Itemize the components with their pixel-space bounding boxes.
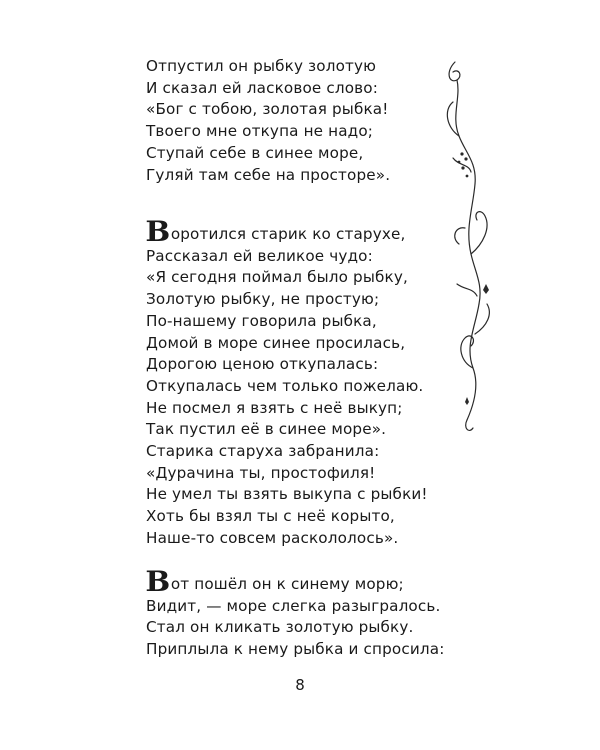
verse-line: Не посмел я взять с неё выкуп;	[146, 398, 403, 417]
verse-line: Видит, — море слегка разыгралось.	[146, 596, 441, 615]
verse-line	[145, 565, 446, 598]
verse-line: Отпустил он рыбку золотую	[146, 57, 377, 75]
verse-line: Не умел ты взять выкупа с рыбки!	[146, 485, 428, 504]
verse-line: Старика старуха забранила:	[146, 442, 380, 461]
verse-line: Дорогою ценою откупалась:	[146, 355, 379, 374]
verse-line: Рассказал ей великое чудо:	[146, 246, 373, 265]
verse-line: Приплыла к нему рыбка и спросила:	[146, 640, 445, 659]
verse-line-text: от пошёл он к синему морю;	[170, 575, 404, 593]
floral-vine-ornament-icon	[425, 58, 500, 438]
verse-line: Домой в море синее просилась,	[146, 333, 406, 352]
page-number: 8	[295, 676, 305, 694]
verse-line: «Я сегодня поймал было рыбку,	[146, 268, 408, 287]
stanza-1	[146, 56, 446, 186]
verse-line: «Дурачина ты, простофиля!	[146, 463, 376, 482]
verse-line: Наше-то совсем раскололось».	[146, 528, 399, 547]
verse-line: По-нашему говорила рыбка,	[146, 311, 377, 330]
verse-line: Ступай себе в синее море,	[146, 143, 364, 162]
verse-line: Стал он кликать золотую рыбку.	[146, 618, 414, 637]
verse-line: Гуляй там себе на просторе».	[146, 165, 391, 184]
verse-line	[145, 215, 446, 248]
verse-line: «Бог с тобою, золотая рыбка!	[146, 100, 389, 119]
verse-line: Хоть бы взял ты с неё корыто,	[146, 507, 395, 526]
stanza-2	[145, 215, 446, 550]
verse-line: Так пустил её в синее море».	[146, 420, 387, 439]
drop-cap: В	[145, 215, 171, 248]
stanza-3	[145, 565, 446, 661]
verse-line-text: оротился старик ко старухе,	[170, 225, 406, 243]
drop-cap: В	[145, 565, 171, 598]
verse-line: Твоего мне откупа не надо;	[146, 122, 374, 141]
verse-line: Откупалась чем только пожелаю.	[146, 376, 424, 395]
verse-line: Золотую рыбку, не простую;	[146, 290, 380, 309]
verse-line: И сказал ей ласковое слово:	[146, 78, 378, 97]
